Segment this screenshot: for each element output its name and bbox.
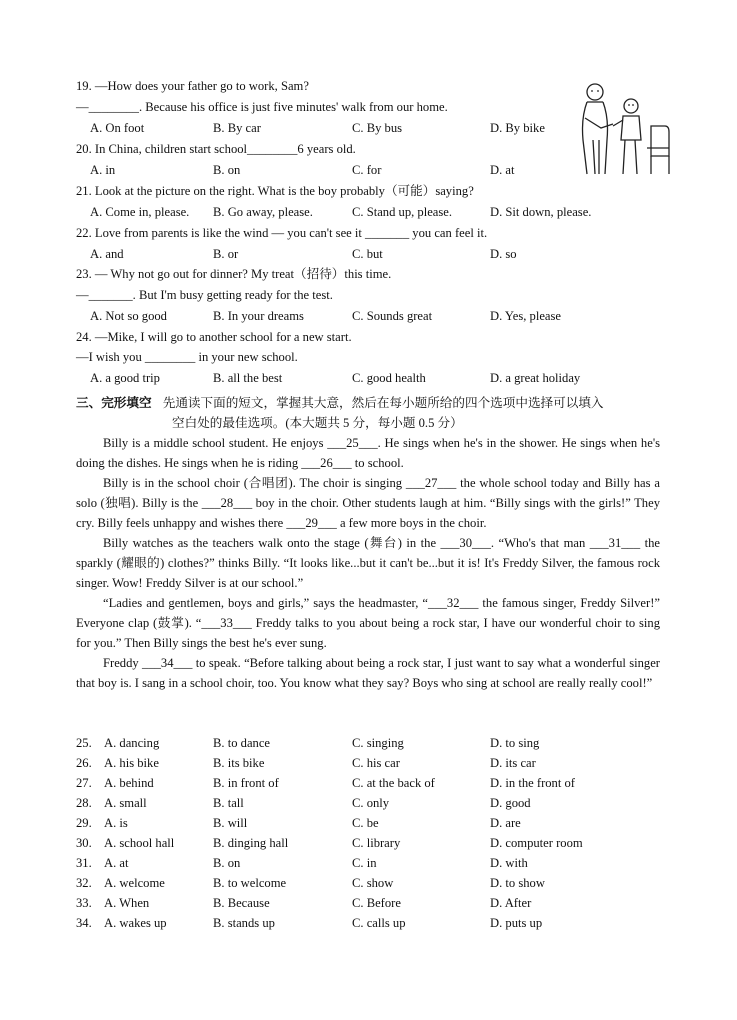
q20-option-a[interactable]: A. in <box>90 163 116 177</box>
answer-option-c[interactable]: C. in <box>352 856 377 870</box>
q23-option-b[interactable]: B. In your dreams <box>213 309 304 323</box>
q24-stem-2: —I wish you ________ in your new school. <box>76 350 298 364</box>
answer-option-d[interactable]: D. good <box>490 796 531 810</box>
answer-option-a[interactable]: A. When <box>104 896 150 910</box>
q23-stem-2: —_______. But I'm busy getting ready for the test. <box>76 288 333 302</box>
answer-option-b[interactable]: B. Because <box>213 896 270 910</box>
question-number: 25. <box>76 736 92 750</box>
answer-option-b[interactable]: B. on <box>213 856 241 870</box>
section3-instruction-2: 空白处的最佳选项。(本大题共 5 分，每小题 0.5 分） <box>172 416 463 430</box>
cloze-answer-row <box>76 813 666 833</box>
cloze-answer-row <box>76 733 666 753</box>
section3-header <box>76 393 666 433</box>
answer-option-c[interactable]: C. at the back of <box>352 776 435 790</box>
q20-stem: 20. In China, children start school________6 years old. <box>76 142 356 156</box>
answer-option-c[interactable]: C. singing <box>352 736 404 750</box>
answer-option-b[interactable]: B. its bike <box>213 756 265 770</box>
passage-paragraph-4: “Ladies and gentlemen, boys and girls,” says the headmaster, “___32___ the famous singer, Freddy Silver!” Everyone clap (鼓掌). “___33___ Freddy talks to you about being a rock star, I have our wonderful choir to sing for you.” Then Billy sings the best he's ever sung. <box>76 596 660 650</box>
passage-paragraph-5: Freddy ___34___ to speak. “Before talking about being a rock star, I just want to say what a wonderful singer that boy is. I sang in a school choir, too. You know what they say? Boys who sing at school are really really cool!” <box>76 656 660 690</box>
answer-option-a[interactable]: A. school hall <box>104 836 175 850</box>
answer-option-a[interactable]: A. dancing <box>104 736 160 750</box>
question-number: 30. <box>76 836 92 850</box>
q22-option-a[interactable]: A. and <box>90 247 124 261</box>
answer-option-c[interactable]: C. his car <box>352 756 400 770</box>
section3-instruction-1: 先通读下面的短文，掌握其大意，然后在每小题所给的四个选项中选择可以填入 <box>162 396 604 410</box>
q24-stem-1: 24. —Mike, I will go to another school for a new start. <box>76 330 352 344</box>
question-number: 31. <box>76 856 92 870</box>
question-number: 29. <box>76 816 92 830</box>
answer-option-c[interactable]: C. calls up <box>352 916 406 930</box>
passage-paragraph-2: Billy is in the school choir (合唱团). The choir is singing ___27___ the whole school today and Billy has a solo (独唱). Billy is the ___28___ boy in the choir. Other students laugh at him. “Billy sings with the girls!” They cry. Billy feels unhappy and wishes there ___29___ a few more boys in the choir. <box>76 476 660 530</box>
cloze-answer-row <box>76 793 666 813</box>
answer-option-c[interactable]: C. be <box>352 816 379 830</box>
answer-option-b[interactable]: B. will <box>213 816 248 830</box>
question-number: 27. <box>76 776 92 790</box>
answer-option-a[interactable]: A. at <box>104 856 129 870</box>
question-number: 33. <box>76 896 92 910</box>
passage-paragraph-3: Billy watches as the teachers walk onto the stage (舞台) in the ___30___. “Who's that man ___31___ the sparkly (耀眼的) clothes?” thinks Billy. “It looks like...but it can't be...but it is! It's Freddy Silver, the famous rock singer. Wow! Freddy Silver is at our school.” <box>76 536 660 590</box>
cloze-answer-row <box>76 753 666 773</box>
cloze-answer-row <box>76 853 666 873</box>
q24-option-c[interactable]: C. good health <box>352 371 426 385</box>
q22-option-b[interactable]: B. or <box>213 247 239 261</box>
q19-option-d[interactable]: D. By bike <box>490 121 545 135</box>
q23-option-c[interactable]: C. Sounds great <box>352 309 433 323</box>
q24-option-a[interactable]: A. a good trip <box>90 371 160 385</box>
answer-option-a[interactable]: A. behind <box>104 776 154 790</box>
q23-stem-1: 23. — Why not go out for dinner? My treat（招待）this time. <box>76 267 392 281</box>
man-and-boy-illustration <box>573 78 673 178</box>
answer-option-b[interactable]: B. stands up <box>213 916 275 930</box>
question-number: 32. <box>76 876 92 890</box>
answer-option-d[interactable]: D. its car <box>490 756 536 770</box>
q24-option-b[interactable]: B. all the best <box>213 371 283 385</box>
q19-option-b[interactable]: B. By car <box>213 121 261 135</box>
q20-option-d[interactable]: D. at <box>490 163 515 177</box>
answer-option-d[interactable]: D. puts up <box>490 916 543 930</box>
answer-option-d[interactable]: D. computer room <box>490 836 583 850</box>
q24-option-d[interactable]: D. a great holiday <box>490 371 581 385</box>
answer-option-b[interactable]: B. to dance <box>213 736 271 750</box>
q19-stem-1: 19. —How does your father go to work, Sam? <box>76 79 309 93</box>
answer-option-b[interactable]: B. to welcome <box>213 876 287 890</box>
cloze-answer-row <box>76 873 666 893</box>
question-number: 26. <box>76 756 92 770</box>
answer-option-c[interactable]: C. Before <box>352 896 401 910</box>
answer-option-d[interactable]: D. are <box>490 816 521 830</box>
answer-option-d[interactable]: D. in the front of <box>490 776 575 790</box>
answer-option-a[interactable]: A. his bike <box>104 756 159 770</box>
q22-stem: 22. Love from parents is like the wind — you can't see it _______ you can feel it. <box>76 226 488 240</box>
answer-option-d[interactable]: D. After <box>490 896 532 910</box>
answer-option-b[interactable]: B. in front of <box>213 776 279 790</box>
q22-option-c[interactable]: C. but <box>352 247 383 261</box>
answer-option-c[interactable]: C. show <box>352 876 394 890</box>
question-number: 34. <box>76 916 92 930</box>
q23-option-a[interactable]: A. Not so good <box>90 309 167 323</box>
passage-paragraph-1: Billy is a middle school student. He enjoys ___25___. He sings when he's in the shower. He sings when he's doing the dishes. He sings when he is riding ___26___ to school. <box>76 436 660 470</box>
cloze-answer-row <box>76 773 666 793</box>
cloze-answer-row <box>76 913 666 933</box>
q21-option-a[interactable]: A. Come in, please. <box>90 205 190 219</box>
q22-option-d[interactable]: D. so <box>490 247 517 261</box>
question-number: 28. <box>76 796 92 810</box>
answer-option-a[interactable]: A. small <box>104 796 147 810</box>
cloze-passage <box>76 433 660 693</box>
answer-option-b[interactable]: B. dinging hall <box>213 836 289 850</box>
answer-option-b[interactable]: B. tall <box>213 796 244 810</box>
q19-stem-2: —________. Because his office is just five minutes' walk from our home. <box>76 100 448 114</box>
answer-option-d[interactable]: D. to show <box>490 876 545 890</box>
q20-option-c[interactable]: C. for <box>352 163 382 177</box>
answer-option-a[interactable]: A. is <box>104 816 128 830</box>
answer-option-d[interactable]: D. to sing <box>490 736 540 750</box>
q23-option-d[interactable]: D. Yes, please <box>490 309 562 323</box>
section3-title: 三、完形填空 <box>76 396 152 410</box>
answer-option-c[interactable]: C. library <box>352 836 401 850</box>
answer-option-c[interactable]: C. only <box>352 796 390 810</box>
q21-stem: 21. Look at the picture on the right. What is the boy probably（可能）saying? <box>76 184 474 198</box>
q21-option-d[interactable]: D. Sit down, please. <box>490 205 592 219</box>
cloze-answer-row <box>76 893 666 913</box>
q21-option-b[interactable]: B. Go away, please. <box>213 205 313 219</box>
q20-option-b[interactable]: B. on <box>213 163 241 177</box>
answer-option-d[interactable]: D. with <box>490 856 528 870</box>
q19-option-a[interactable]: A. On foot <box>90 121 145 135</box>
q19-option-c[interactable]: C. By bus <box>352 121 403 135</box>
cloze-answer-row <box>76 833 666 853</box>
q21-option-c[interactable]: C. Stand up, please. <box>352 205 453 219</box>
answer-option-a[interactable]: A. welcome <box>104 876 165 890</box>
answer-option-a[interactable]: A. wakes up <box>104 916 167 930</box>
